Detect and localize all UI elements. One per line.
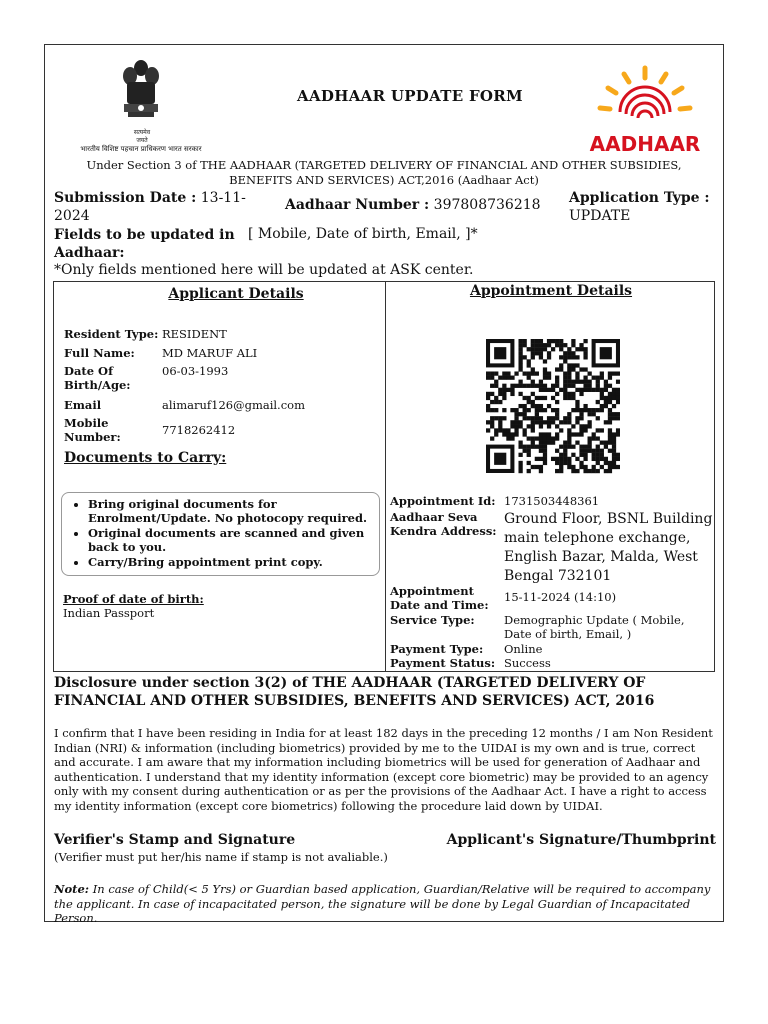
fields-to-update-value: [ Mobile, Date of birth, Email, ]* [248, 226, 478, 242]
payment-type-value: Online [504, 642, 543, 656]
proof-of-dob-value: Indian Passport [63, 606, 155, 620]
resident-type-value: RESIDENT [162, 327, 227, 341]
appointment-datetime-value: 15-11-2024 (14:10) [504, 590, 617, 604]
documents-heading: Documents to Carry: [64, 450, 227, 466]
submission-date-label: Submission Date : [54, 190, 197, 206]
dob-label: Date Of Birth/Age: [64, 364, 131, 392]
proof-of-dob-label: Proof of date of birth: [63, 592, 204, 606]
seva-kendra-address: Ground Floor, BSNL Building main telephone exchange, English Bazar, Malda, West Bengal 732101 [504, 511, 713, 584]
details-divider [385, 281, 386, 672]
documents-item: • Bring original documents for Enrolment/Update. No photocopy required. [88, 497, 379, 525]
form-subtitle: Under Section 3 of THE AADHAAR (TARGETED DELIVERY OF FINANCIAL AND OTHER SUBSIDIES, BENEFITS AND SERVICES) ACT,2016 (Aadhaar Act) [86, 158, 682, 187]
emblem-motto: सत्यमेव जयते [133, 129, 151, 144]
appointment-qr-code [486, 339, 620, 475]
logo-text: AADHAAR [589, 132, 701, 156]
application-type-label: Application Type : [569, 190, 710, 206]
verifier-note: (Verifier must put her/his name if stamp is not avaliable.) [54, 850, 388, 864]
full-name-value: MD MARUF ALI [162, 346, 258, 360]
email-label: Email [64, 398, 102, 412]
aadhaar-number-label: Aadhaar Number : [285, 197, 430, 213]
mobile-label: Mobile Number: [64, 416, 121, 444]
seva-kendra-label: Aadhaar Seva Kendra Address: [390, 510, 497, 538]
disclosure-text: I confirm that I have been residing in India for at least 182 days in the preceding 12 months / I am Non Resident Indian (NRI) & information (including biometrics) provided by me to the UIDAI is my own and is true, correct and accurate. I am aware that my information including biometrics will be used for generation of Aadhaar and authentication. I understand that my identity information (except core biometric) may be provided to an agency only with my consent during authentication or as per the provisions of the Aadhaar Act. I have a right to access my identity information (except core biometrics) following the procedure laid down by UIDAI. [54, 726, 713, 813]
appointment-details-heading: Appointment Details [469, 283, 633, 299]
aadhaar-number [285, 197, 555, 213]
resident-type-label: Resident Type: [64, 327, 159, 341]
mobile-value: 7718262412 [162, 423, 236, 437]
submission-date [54, 189, 254, 225]
application-type [569, 189, 719, 225]
documents-item: • Carry/Bring appointment print copy. [88, 555, 379, 569]
dob-value: 06-03-1993 [162, 364, 229, 378]
aadhaar-logo [580, 60, 710, 156]
fields-to-update-label: Fields to be updated in Aadhaar: [54, 227, 235, 261]
footer-note-label: Note: [54, 882, 90, 896]
applicant-signature-label: Applicant's Signature/Thumbprint [446, 832, 716, 848]
appointment-id-value: 1731503448361 [504, 494, 600, 508]
appointment-id-label: Appointment Id: [390, 494, 496, 508]
documents-item: • Original documents are scanned and given back to you. [88, 526, 379, 554]
footer-note-text: In case of Child(< 5 Yrs) or Guardian based application, Guardian/Relative will be required to accompany the applicant. In case of incapacitated person, the signature will be done by Legal Guardian of Incapacitated Person. [54, 882, 711, 925]
payment-status-value: Success [504, 656, 551, 670]
verifier-signature-label: Verifier's Stamp and Signature [54, 832, 296, 848]
disclosure-heading: Disclosure under section 3(2) of THE AADHAAR (TARGETED DELIVERY OF FINANCIAL AND OTHER SUBSIDIES, BENEFITS AND SERVICES) ACT, 2016 [54, 675, 655, 709]
full-name-label: Full Name: [64, 346, 135, 360]
payment-status-label: Payment Status: [390, 656, 496, 670]
documents-box [61, 492, 380, 576]
form-title: AADHAAR UPDATE FORM [297, 87, 523, 105]
aadhaar-number-value: 397808736218 [433, 197, 541, 213]
footer-note [54, 882, 718, 926]
payment-type-label: Payment Type: [390, 642, 484, 656]
national-emblem-icon [118, 56, 164, 136]
fields-note: *Only fields mentioned here will be updated at ASK center. [54, 262, 474, 278]
authority-hindi: भारतीय विशिष्ट पहचान प्राधिकरण भारत सरकार [80, 145, 202, 153]
submission-date-value: 13-11-2024 [54, 190, 246, 224]
email-value: alimaruf126@gmail.com [162, 398, 305, 412]
application-type-value: UPDATE [569, 208, 631, 224]
service-type-value: Demographic Update ( Mobile, Date of birth, Email, ) [504, 613, 685, 641]
service-type-label: Service Type: [390, 613, 475, 627]
appointment-datetime-label: Appointment Date and Time: [390, 584, 489, 612]
applicant-details-heading: Applicant Details [168, 286, 304, 302]
